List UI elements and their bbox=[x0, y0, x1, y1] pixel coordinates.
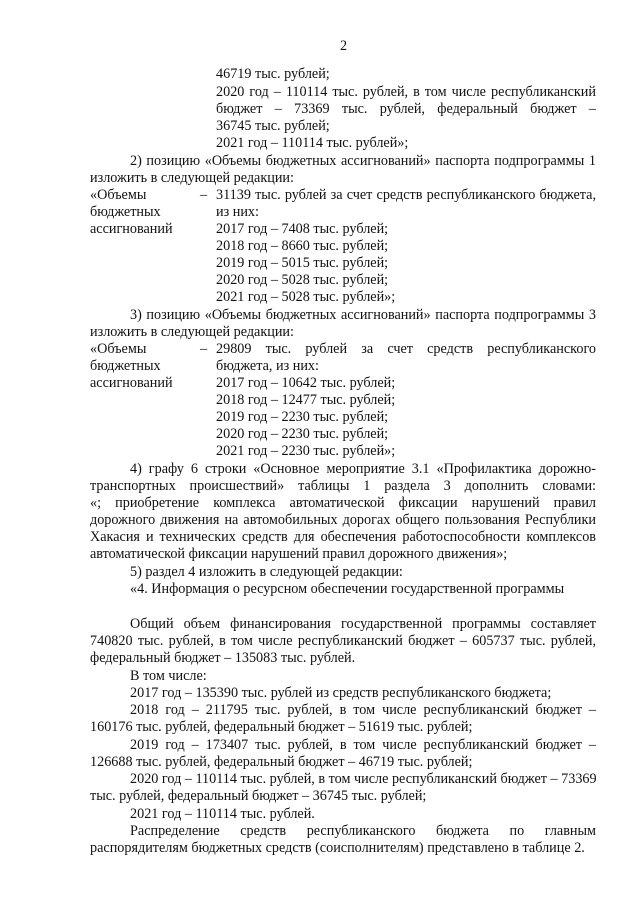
passport-value: 2021 год – 5028 тыс. рублей»; bbox=[216, 289, 396, 305]
passport-value: 2019 год – 2230 тыс. рублей; bbox=[216, 409, 389, 425]
paragraph-line: 3) позицию «Объемы бюджетных ассигнований» паспорта подпрограммы 3 bbox=[130, 307, 596, 323]
text-line: 46719 тыс. рублей; bbox=[216, 66, 330, 82]
year-line: 2019 год – 173407 тыс. рублей, в том числе республиканский бюджет – bbox=[130, 737, 596, 753]
dash: – bbox=[200, 187, 208, 203]
dash: – bbox=[200, 341, 208, 357]
paragraph-line: В том числе: bbox=[130, 668, 207, 684]
paragraph-line: изложить в следующей редакции: bbox=[90, 170, 294, 186]
passport-value: 2020 год – 5028 тыс. рублей; bbox=[216, 272, 389, 288]
passport-value: из них: bbox=[216, 204, 259, 220]
text-line: бюджет – 73369 тыс. рублей, федеральный бюджет – bbox=[216, 101, 596, 117]
text-line: 36745 тыс. рублей; bbox=[216, 118, 330, 134]
passport-label: «Объемы bbox=[90, 187, 147, 203]
passport-value: 2017 год – 10642 тыс. рублей; bbox=[216, 375, 396, 391]
passport-value: 2018 год – 12477 тыс. рублей; bbox=[216, 392, 396, 408]
paragraph-line: 4) графу 6 строки «Основное мероприятие 3.1 «Профилактика дорожно- bbox=[130, 461, 596, 477]
text-line: 2020 год – 110114 тыс. рублей, в том числе республиканский bbox=[216, 84, 596, 100]
year-line: 160176 тыс. рублей, федеральный бюджет – 51619 тыс. рублей; bbox=[90, 719, 473, 735]
passport-value: 31139 тыс. рублей за счет средств республиканского бюджета, bbox=[216, 187, 596, 203]
paragraph-line: транспортных происшествий» таблицы 1 раздела 3 дополнить словами: bbox=[90, 478, 596, 494]
paragraph-line: Распределение средств республиканского бюджета по главным bbox=[130, 823, 596, 839]
paragraph-line: распорядителям бюджетных средств (соисполнителям) представлено в таблице 2. bbox=[90, 840, 585, 856]
year-line: тыс. рублей, федеральный бюджет – 36745 тыс. рублей; bbox=[90, 788, 427, 804]
passport-label: «Объемы bbox=[90, 341, 147, 357]
paragraph-line: Общий объем финансирования государственной программы составляет bbox=[130, 616, 596, 632]
paragraph-line: 740820 тыс. рублей, в том числе республиканский бюджет – 605737 тыс. рублей, bbox=[90, 633, 596, 649]
paragraph-line: Хакасия и технических средств для обеспечения работоспособности комплексов bbox=[90, 529, 596, 545]
passport-value: 2019 год – 5015 тыс. рублей; bbox=[216, 255, 389, 271]
paragraph-line: автоматической фиксации нарушений правил дорожного движения»; bbox=[90, 546, 508, 562]
passport-label: бюджетных bbox=[90, 358, 161, 374]
year-line: 2020 год – 110114 тыс. рублей, в том числе республиканский бюджет – 73369 bbox=[130, 771, 597, 787]
passport-value: 2018 год – 8660 тыс. рублей; bbox=[216, 238, 389, 254]
year-line: 2017 год – 135390 тыс. рублей из средств республиканского бюджета; bbox=[130, 685, 552, 701]
text-line: 2021 год – 110114 тыс. рублей»; bbox=[216, 135, 409, 151]
passport-label: бюджетных bbox=[90, 204, 161, 220]
passport-label: ассигнований bbox=[90, 375, 173, 391]
paragraph-line: 5) раздел 4 изложить в следующей редакции: bbox=[130, 564, 403, 580]
passport-value: 2020 год – 2230 тыс. рублей; bbox=[216, 426, 389, 442]
year-line: 126688 тыс. рублей, федеральный бюджет – 46719 тыс. рублей; bbox=[90, 754, 473, 770]
paragraph-line: дорожного движения на автомобильных дорогах общего пользования Республики bbox=[90, 512, 596, 528]
passport-value: 2017 год – 7408 тыс. рублей; bbox=[216, 221, 389, 237]
paragraph-line: 2) позицию «Объемы бюджетных ассигнований» паспорта подпрограммы 1 bbox=[130, 153, 596, 169]
passport-label: ассигнований bbox=[90, 221, 173, 237]
passport-value: бюджета, из них: bbox=[216, 358, 319, 374]
paragraph-line: федеральный бюджет – 135083 тыс. рублей. bbox=[90, 650, 356, 666]
section-heading: «4. Информация о ресурсном обеспечении государственной программы bbox=[130, 581, 565, 597]
page-number: 2 bbox=[340, 38, 348, 54]
passport-value: 29809 тыс. рублей за счет средств республиканского bbox=[216, 341, 596, 357]
paragraph-line: «; приобретение комплекса автоматической фиксации нарушений правил bbox=[90, 495, 596, 511]
year-line: 2021 год – 110114 тыс. рублей. bbox=[130, 806, 315, 822]
passport-value: 2021 год – 2230 тыс. рублей»; bbox=[216, 443, 396, 459]
paragraph-line: изложить в следующей редакции: bbox=[90, 324, 294, 340]
year-line: 2018 год – 211795 тыс. рублей, в том числе республиканский бюджет – bbox=[130, 702, 596, 718]
